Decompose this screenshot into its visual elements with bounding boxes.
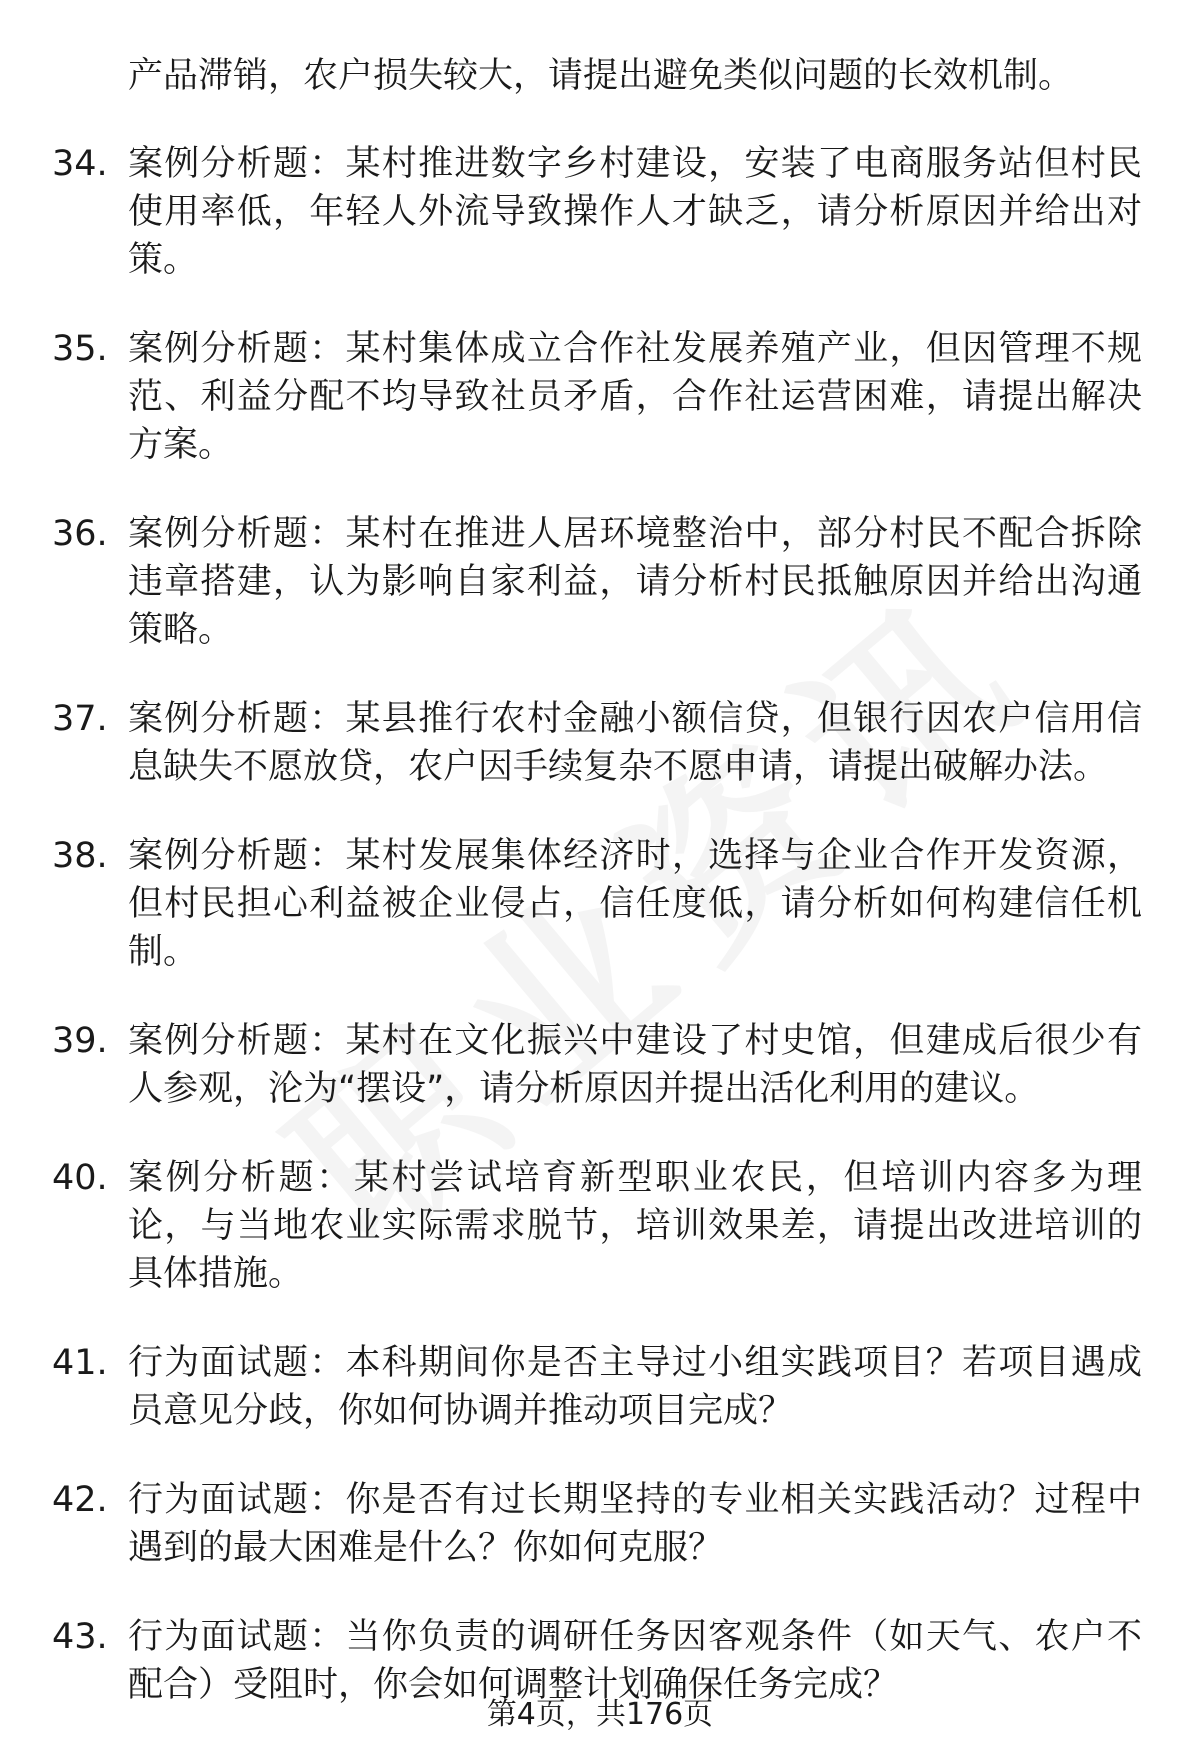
list-item (52, 140, 1142, 284)
list-item (52, 1339, 1142, 1435)
item-text: 案例分析题：某村集体成立合作社发展养殖产业，但因管理不规范、利益分配不均导致社员矛盾，合作社运营困难，请提出解决方案。 (128, 329, 1142, 465)
item-text: 行为面试题：本科期间你是否主导过小组实践项目？若项目遇成员意见分歧，你如何协调并推动项目完成？ (128, 1343, 1142, 1431)
item-number: 42. (52, 1480, 108, 1520)
item-text: 行为面试题：当你负责的调研任务因客观条件（如天气、农户不配合）受阻时，你会如何调整计划确保任务完成？ (128, 1617, 1142, 1705)
question-list (52, 52, 1142, 1750)
item-text: 行为面试题：你是否有过长期坚持的专业相关实践活动？过程中遇到的最大困难是什么？你如何克服？ (128, 1480, 1142, 1568)
list-item (52, 1476, 1142, 1572)
item-number: 34. (52, 144, 108, 184)
list-item (52, 695, 1142, 791)
item-number: 36. (52, 514, 108, 554)
item-number: 39. (52, 1021, 108, 1061)
list-item (52, 1154, 1142, 1298)
item-number: 43. (52, 1617, 108, 1657)
item-number: 40. (52, 1158, 108, 1198)
item-number: 38. (52, 836, 108, 876)
item-text: 案例分析题：某县推行农村金融小额信贷，但银行因农户信用信息缺失不愿放贷，农户因手续复杂不愿申请，请提出破解办法。 (128, 699, 1142, 787)
item-text: 案例分析题：某村尝试培育新型职业农民，但培训内容多为理论，与当地农业实际需求脱节，培训效果差，请提出改进培训的具体措施。 (128, 1158, 1142, 1294)
list-item (52, 1017, 1142, 1113)
list-item (52, 832, 1142, 976)
list-item (52, 510, 1142, 654)
item-text: 案例分析题：某村在推进人居环境整治中，部分村民不配合拆除违章搭建，认为影响自家利益，请分析村民抵触原因并给出沟通策略。 (128, 514, 1142, 650)
continued-text: 产品滞销，农户损失较大，请提出避免类似问题的长效机制。 (128, 56, 1074, 96)
item-text: 案例分析题：某村推进数字乡村建设，安装了电商服务站但村民使用率低，年轻人外流导致操作人才缺乏，请分析原因并给出对策。 (128, 144, 1142, 280)
item-number: 35. (52, 329, 108, 369)
page-number-footer: 第4页，共176页 (486, 1697, 714, 1732)
list-item (52, 325, 1142, 469)
item-number: 37. (52, 699, 108, 739)
item-text: 案例分析题：某村在文化振兴中建设了村史馆，但建成后很少有人参观，沦为“摆设”，请分析原因并提出活化利用的建议。 (128, 1021, 1142, 1109)
item-number: 41. (52, 1343, 108, 1383)
item-text: 案例分析题：某村发展集体经济时，选择与企业合作开发资源，但村民担心利益被企业侵占，信任度低，请分析如何构建信任机制。 (128, 836, 1142, 972)
